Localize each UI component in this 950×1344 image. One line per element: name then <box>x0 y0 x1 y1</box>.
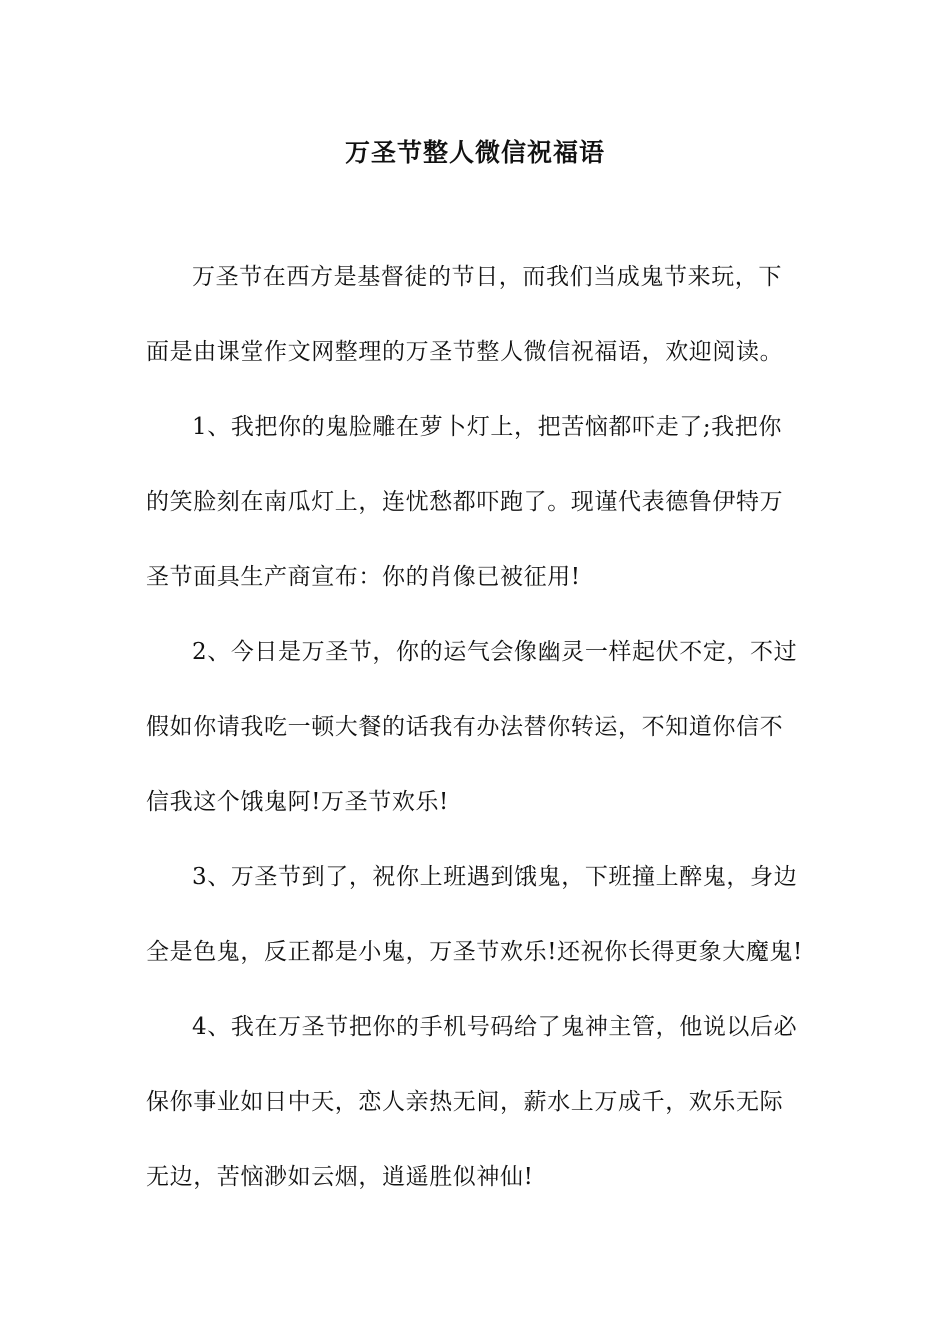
paragraph-1-line-1: 1、我把你的鬼脸雕在萝卜灯上，把苦恼都吓走了;我把你 <box>192 414 782 440</box>
paragraph-2-line-1: 2、今日是万圣节，你的运气会像幽灵一样起伏不定，不过 <box>192 639 798 665</box>
document-title: 万圣节整人微信祝福语 <box>344 138 605 167</box>
paragraph-3-line-1: 3、万圣节到了，祝你上班遇到饿鬼，下班撞上醉鬼，身边 <box>192 864 798 890</box>
paragraph-2-line-3: 信我这个饿鬼阿!万圣节欢乐! <box>146 789 449 815</box>
paragraph-4-line-2: 保你事业如日中天，恋人亲热无间，薪水上万成千，欢乐无际 <box>146 1089 784 1115</box>
paragraph-3-line-2: 全是色鬼，反正都是小鬼，万圣节欢乐!还祝你长得更象大魔鬼! <box>146 939 803 965</box>
paragraph-1-line-2: 的笑脸刻在南瓜灯上，连忧愁都吓跑了。现谨代表德鲁伊特万 <box>146 489 784 515</box>
paragraph-1-line-3: 圣节面具生产商宣布：你的肖像已被征用! <box>146 564 581 590</box>
paragraph-2-line-2: 假如你请我吃一顿大餐的话我有办法替你转运，不知道你信不 <box>146 714 784 740</box>
paragraph-intro-line-1: 万圣节在西方是基督徒的节日，而我们当成鬼节来玩，下 <box>192 264 782 290</box>
paragraph-4-line-3: 无边，苦恼渺如云烟，逍遥胜似神仙! <box>146 1164 534 1190</box>
paragraph-intro-line-2: 面是由课堂作文网整理的万圣节整人微信祝福语，欢迎阅读。 <box>146 339 784 365</box>
paragraph-4-line-1: 4、我在万圣节把你的手机号码给了鬼神主管，他说以后必 <box>192 1014 798 1040</box>
document-body <box>146 262 810 1237</box>
